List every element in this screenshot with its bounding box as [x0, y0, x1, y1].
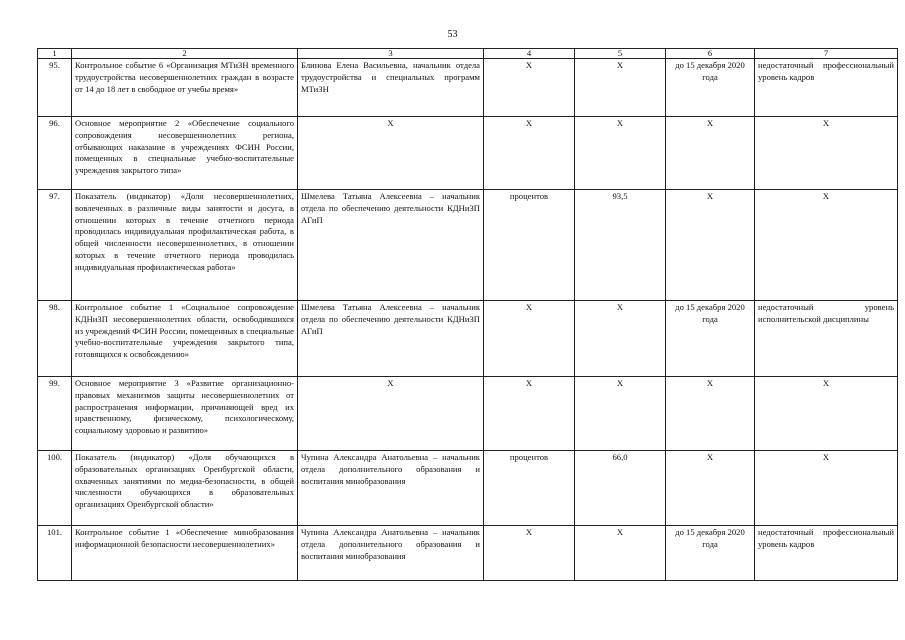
responsible-cell: Чупина Александра Анатольевна – начальник отдела дополнительного образования и воспитания минобразования: [298, 526, 484, 581]
deadline-cell: X: [666, 190, 755, 301]
plan-table: [37, 48, 898, 581]
row-number: 98.: [38, 301, 72, 377]
table-row: [38, 59, 898, 117]
table-row: [38, 117, 898, 190]
column-number: 4: [484, 49, 575, 59]
event-cell: Контрольное событие 1 «Обеспечение минобразования информационной безопасности несовершеннолетних»: [72, 526, 298, 581]
deadline-cell: до 15 декабря 2020 года: [666, 59, 755, 117]
event-cell: Контрольное событие 1 «Социальное сопровождение КДНиЗП несовершеннолетних области, освободившихся из учреждений ФСИН России, помещенных в специальные учебно-воспитательные учреждения закрытого типа, готовящихся к освобождению»: [72, 301, 298, 377]
deadline-cell: X: [666, 117, 755, 190]
column-number: 3: [298, 49, 484, 59]
row-number: 100.: [38, 451, 72, 526]
unit-cell: процентов: [484, 190, 575, 301]
responsible-cell: Шмелева Татьяна Алексеевна – начальник отдела по обеспечению деятельности КДНиЗП АГиП: [298, 301, 484, 377]
row-number: 99.: [38, 377, 72, 451]
row-number: 96.: [38, 117, 72, 190]
unit-cell: процентов: [484, 451, 575, 526]
unit-cell: X: [484, 377, 575, 451]
problem-cell: X: [755, 451, 898, 526]
value-cell: 93,5: [575, 190, 666, 301]
unit-cell: X: [484, 301, 575, 377]
value-cell: X: [575, 377, 666, 451]
problem-cell: X: [755, 117, 898, 190]
unit-cell: X: [484, 117, 575, 190]
value-cell: X: [575, 59, 666, 117]
event-cell: Основное мероприятие 3 «Развитие организационно-правовых механизмов защиты несовершеннолетних от распространения информации, причиняющей вред их нравственному, физическому, психологическому, социальному здоровью и развитию»: [72, 377, 298, 451]
table-row: [38, 190, 898, 301]
responsible-cell: Шмелева Татьяна Алексеевна – начальник отдела по обеспечению деятельности КДНиЗП АГиП: [298, 190, 484, 301]
event-cell: Основное мероприятие 2 «Обеспечение социального сопровождения несовершеннолетних региона, отбывающих наказание в учреждениях ФСИН России, помещенных в специальные учебно-воспитательные учреждения закрытого типа»: [72, 117, 298, 190]
deadline-cell: X: [666, 451, 755, 526]
problem-cell: недостаточный уровень исполнительской дисциплины: [755, 301, 898, 377]
value-cell: X: [575, 117, 666, 190]
value-cell: 66,0: [575, 451, 666, 526]
table-row: [38, 301, 898, 377]
column-number: 6: [666, 49, 755, 59]
column-number: 7: [755, 49, 898, 59]
row-number: 95.: [38, 59, 72, 117]
deadline-cell: до 15 декабря 2020 года: [666, 301, 755, 377]
deadline-cell: до 15 декабря 2020 года: [666, 526, 755, 581]
table-row: [38, 451, 898, 526]
row-number: 101.: [38, 526, 72, 581]
page-number: 53: [447, 29, 458, 40]
table-row: [38, 526, 898, 581]
event-cell: Контрольное событие 6 «Организация МТиЗН временного трудоустройства несовершеннолетних граждан в возрасте от 14 до 18 лет в свободное от учебы время»: [72, 59, 298, 117]
column-number-row: [38, 49, 898, 59]
table-row: [38, 377, 898, 451]
column-number: 5: [575, 49, 666, 59]
problem-cell: недостаточный профессиональный уровень кадров: [755, 526, 898, 581]
problem-cell: недостаточный профессиональный уровень кадров: [755, 59, 898, 117]
responsible-cell: Блинова Елена Васильевна, начальник отдела трудоустройства и специальных программ МТиЗН: [298, 59, 484, 117]
responsible-cell: X: [298, 377, 484, 451]
value-cell: X: [575, 301, 666, 377]
responsible-cell: Чупина Александра Анатольевна – начальник отдела дополнительного образования и воспитания минобразования: [298, 451, 484, 526]
deadline-cell: X: [666, 377, 755, 451]
problem-cell: X: [755, 190, 898, 301]
column-number: 1: [38, 49, 72, 59]
row-number: 97.: [38, 190, 72, 301]
event-cell: Показатель (индикатор) «Доля обучающихся в образовательных организациях Оренбургской области, охваченных занятиями по медиа-безопасности, в общей численности обучающихся в образовательных организациях Оренбургской области»: [72, 451, 298, 526]
value-cell: X: [575, 526, 666, 581]
unit-cell: X: [484, 59, 575, 117]
responsible-cell: X: [298, 117, 484, 190]
column-number: 2: [72, 49, 298, 59]
problem-cell: X: [755, 377, 898, 451]
event-cell: Показатель (индикатор) «Доля несовершеннолетних, вовлеченных в различные виды занятости и досуга, в отношении которых в течение отчетного периода проводилась индивидуальная профилактическая работа, в общей численности несовершеннолетних, в отношении которых в течение отчетного периода проводилась индивидуальная профилактическая работа»: [72, 190, 298, 301]
unit-cell: X: [484, 526, 575, 581]
